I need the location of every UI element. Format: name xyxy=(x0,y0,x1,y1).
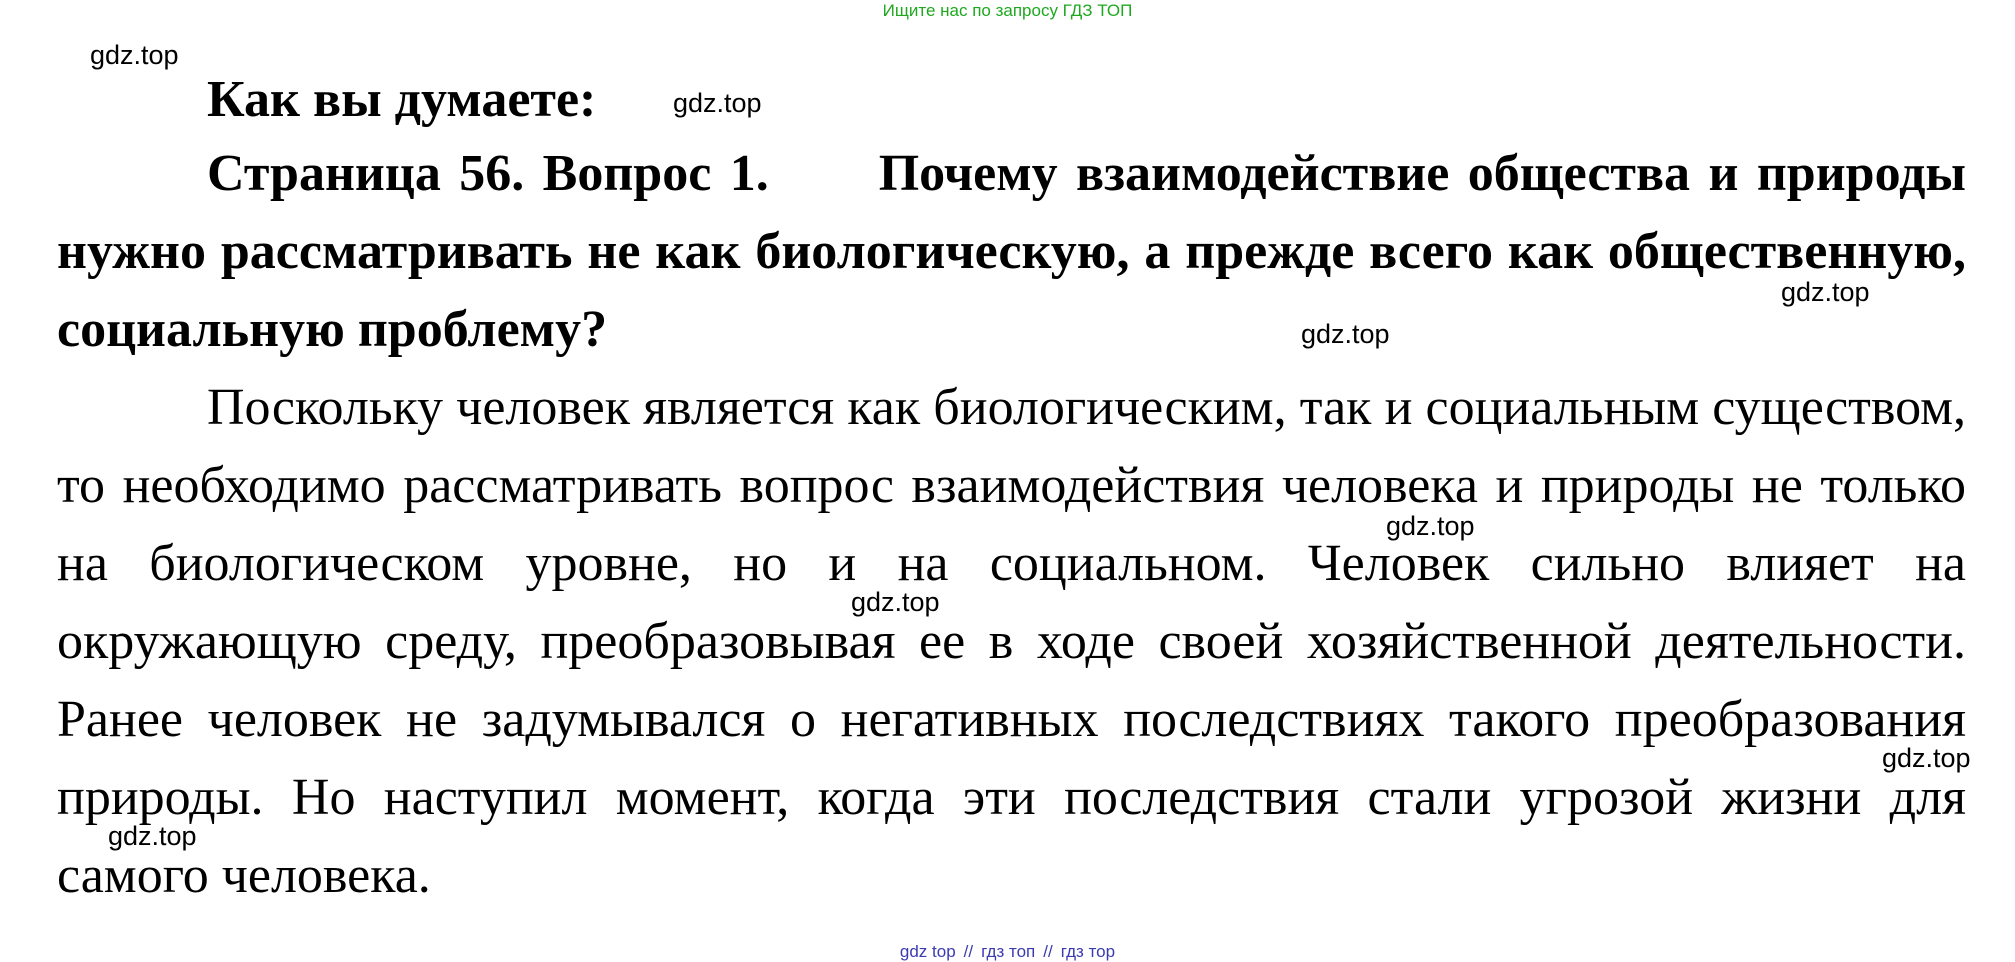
watermark: gdz.top xyxy=(108,821,197,851)
footer-link[interactable]: гдз тор xyxy=(1060,942,1116,961)
question-label: Страница 56. Вопрос 1. xyxy=(207,145,769,202)
watermark: gdz.top xyxy=(1781,277,1870,307)
footer-separator: // xyxy=(1043,942,1053,961)
watermark: gdz.top xyxy=(1386,511,1475,541)
watermark: gdz.top xyxy=(673,88,762,118)
watermark: gdz.top xyxy=(851,587,940,617)
top-banner: Ищите нас по запросу ГДЗ ТОП xyxy=(882,1,1133,20)
footer-link[interactable]: гдз топ xyxy=(981,942,1036,961)
footer-links xyxy=(0,942,2015,962)
footer-link[interactable]: gdz top xyxy=(899,942,956,961)
footer-separator: // xyxy=(963,942,974,961)
answer-text: Поскольку человек является как биологическим, так и социальным существом, то необходимо рассматривать вопрос взаимодействия человека и природы не только на биологическом уровне, но и на социальном. Человек сильно влияет на окружающую среду, преобразовывая ее в ходе своей хозяйственной деятельности. Ранее человек не задумывался о негативных последствиях такого преобразования природы. Но наступил момент, когда эти последствия стали угрозой жизни для самого человека. xyxy=(57,379,1966,904)
document-content xyxy=(57,65,1966,915)
watermark: gdz.top xyxy=(1301,319,1390,349)
question-text: Почему взаимодействие общества и природы нужно рассматривать не как биологическую, а прежде всего как общественную, социальную проблему? xyxy=(57,145,1966,358)
question xyxy=(57,135,1966,369)
section-heading: Как вы думаете: xyxy=(207,71,597,128)
watermark: gdz.top xyxy=(90,40,179,70)
watermark: gdz.top xyxy=(1882,743,1971,773)
